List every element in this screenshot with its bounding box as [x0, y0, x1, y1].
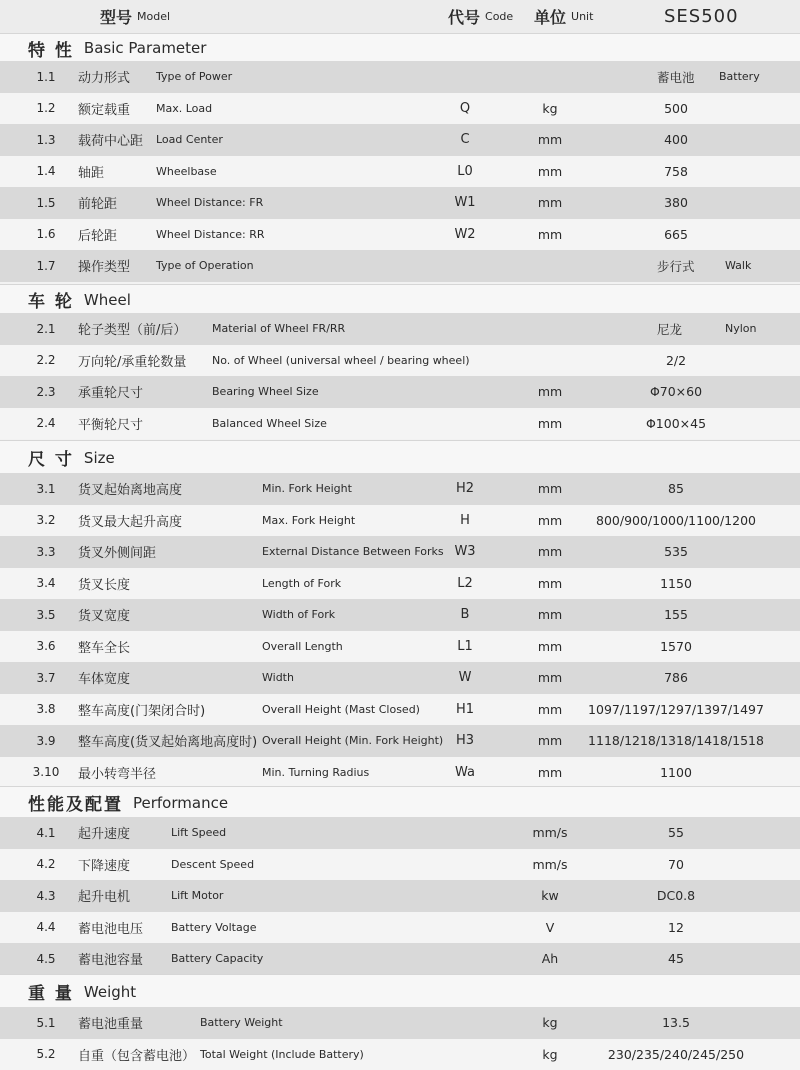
param-unit: mm: [537, 544, 563, 560]
param-name-en: Battery Weight: [200, 1016, 283, 1030]
row-number: 4.3: [36, 888, 56, 903]
param-value: Φ100×45: [645, 415, 707, 431]
param-name-en: Width: [262, 671, 294, 685]
param-value: 500: [664, 100, 688, 116]
spec-row: [0, 124, 800, 156]
row-number: 3.5: [36, 607, 56, 622]
row-number: 3.8: [36, 702, 56, 717]
param-name-en: Wheelbase: [156, 164, 217, 178]
param-value: 85: [668, 481, 684, 497]
spec-row: [0, 536, 800, 568]
param-name-zh: 起升电机: [78, 890, 131, 906]
param-value-en: Walk: [725, 259, 752, 273]
spec-row: [0, 1039, 800, 1070]
param-value: 2/2: [665, 352, 687, 368]
param-value: 13.5: [662, 1015, 690, 1031]
row-number: 1.4: [36, 164, 56, 179]
spec-row: [0, 219, 800, 251]
param-name-zh: 货叉起始离地高度: [78, 483, 183, 499]
param-value-en: Nylon: [725, 322, 757, 336]
param-value: 1118/1218/1318/1418/1518: [588, 733, 764, 749]
section-title: [28, 787, 228, 818]
param-value: 155: [664, 607, 688, 623]
param-code: Q: [459, 100, 471, 116]
param-name-en: Balanced Wheel Size: [212, 416, 327, 430]
row-number: 3.1: [36, 481, 56, 496]
param-name-zh: 额定载重: [78, 102, 131, 118]
param-value: 400: [664, 132, 688, 148]
section-title: [28, 441, 115, 474]
spec-row: [0, 757, 800, 789]
param-unit: mm: [537, 733, 563, 749]
section-header: [0, 440, 800, 474]
param-code: W2: [454, 226, 476, 242]
spec-row: [0, 473, 800, 505]
spec-row: [0, 61, 800, 93]
spec-row: [0, 313, 800, 345]
param-name-en: Width of Fork: [262, 608, 336, 622]
param-code: W: [458, 670, 472, 686]
section-title: [28, 285, 131, 314]
section-title-en: Performance: [133, 793, 229, 812]
param-name-zh: 轴距: [78, 165, 105, 181]
row-number: 1.3: [36, 132, 56, 147]
param-code: H: [460, 512, 470, 528]
param-name-en: Lift Motor: [171, 889, 224, 903]
row-number: 3.6: [36, 639, 56, 654]
param-unit: mm/s: [532, 856, 568, 872]
spec-row: [0, 505, 800, 537]
param-name-zh: 蓄电池容量: [78, 953, 144, 969]
param-name-en: Wheel Distance: RR: [156, 227, 265, 241]
param-name-en: Overall Height (Mast Closed): [262, 702, 420, 716]
spec-row: [0, 694, 800, 726]
param-value: 535: [664, 544, 688, 560]
row-number: 3.2: [36, 513, 56, 528]
spec-row: [0, 725, 800, 757]
param-code: H1: [455, 701, 475, 717]
param-name-zh: 承重轮尺寸: [78, 386, 144, 402]
section-title-zh: 车 轮: [28, 292, 74, 312]
row-number: 3.7: [36, 670, 56, 685]
spec-row: [0, 849, 800, 881]
param-name-zh: 整车高度(货叉起始离地高度时): [78, 735, 258, 751]
param-value: DC0.8: [656, 888, 696, 904]
param-name-zh: 车体宽度: [78, 672, 131, 688]
row-number: 3.3: [36, 544, 56, 559]
spec-row: [0, 408, 800, 440]
row-number: 2.2: [36, 353, 56, 368]
row-number: 1.6: [36, 227, 56, 242]
section-header: [0, 786, 800, 818]
param-value: 665: [664, 226, 688, 242]
param-name-zh: 整车全长: [78, 640, 131, 656]
row-number: 3.10: [32, 765, 60, 780]
row-number: 1.7: [36, 258, 56, 273]
param-name-en: Max. Fork Height: [262, 513, 356, 527]
section-title-zh: 特 性: [28, 40, 74, 61]
row-number: 4.1: [36, 825, 56, 840]
section-title: [28, 34, 206, 62]
model-header: 型号 Model: [100, 8, 171, 27]
param-name-en: Overall Height (Min. Fork Height): [262, 734, 444, 748]
param-name-zh: 载荷中心距: [78, 134, 144, 150]
param-name-zh: 最小转弯半径: [78, 766, 157, 782]
param-value: 800/900/1000/1100/1200: [596, 512, 756, 528]
param-name-en: External Distance Between Forks: [262, 545, 444, 559]
param-unit: mm: [537, 607, 563, 623]
param-value: 786: [664, 670, 688, 686]
section-title-zh: 性能及配置: [28, 795, 123, 815]
param-name-zh: 动力形式: [78, 71, 131, 87]
param-unit: mm: [537, 481, 563, 497]
row-number: 5.2: [36, 1047, 56, 1062]
param-name-zh: 轮子类型（前/后）: [78, 323, 187, 339]
spec-row: [0, 345, 800, 377]
section-title-en: Wheel: [83, 290, 131, 309]
param-code: L2: [457, 575, 473, 591]
param-unit: mm: [537, 195, 563, 211]
spec-row: [0, 1007, 800, 1039]
param-value-zh: 蓄电池: [657, 69, 695, 85]
param-name-zh: 货叉最大起升高度: [78, 514, 183, 530]
param-name-zh: 起升速度: [78, 827, 131, 843]
param-name-en: Wheel Distance: FR: [156, 196, 264, 210]
param-name-en: No. of Wheel (universal wheel / bearing wheel): [212, 353, 470, 367]
section-header: [0, 284, 800, 314]
row-number: 2.3: [36, 384, 56, 399]
param-value: 55: [668, 825, 684, 841]
param-name-zh: 后轮距: [78, 228, 118, 244]
param-value: 230/235/240/245/250: [607, 1046, 745, 1062]
param-name-en: Type of Operation: [156, 259, 254, 273]
param-unit: mm: [537, 512, 563, 528]
param-value-zh: 尼龙: [657, 321, 683, 337]
spec-row: [0, 376, 800, 408]
param-code: B: [460, 607, 470, 623]
param-name-en: Total Weight (Include Battery): [200, 1047, 364, 1061]
param-unit: mm: [537, 163, 563, 179]
param-name-zh: 蓄电池重量: [78, 1017, 144, 1033]
section-title-en: Size: [83, 448, 115, 467]
spec-row: [0, 662, 800, 694]
param-value: Φ70×60: [649, 384, 703, 400]
section-header: [0, 974, 800, 1008]
param-code: L0: [457, 163, 473, 179]
unit-header: 单位 Unit: [534, 8, 594, 27]
spec-row: [0, 631, 800, 663]
param-name-zh: 万向轮/承重轮数量: [78, 354, 187, 370]
param-name-zh: 前轮距: [78, 197, 118, 213]
param-unit: kg: [542, 1046, 558, 1062]
product-model: SES500: [664, 6, 739, 27]
param-unit: mm: [537, 415, 563, 431]
param-unit: mm/s: [532, 825, 568, 841]
param-name-zh: 自重（包含蓄电池）: [78, 1048, 196, 1064]
spec-row: [0, 93, 800, 125]
param-name-en: Bearing Wheel Size: [212, 385, 319, 399]
param-name-zh: 货叉宽度: [78, 609, 131, 625]
param-unit: mm: [537, 575, 563, 591]
param-name-zh: 整车高度(门架闭合时): [78, 703, 206, 719]
param-value: 1097/1197/1297/1397/1497: [588, 701, 764, 717]
section-title-zh: 尺 寸: [28, 450, 74, 470]
row-number: 2.1: [36, 321, 56, 336]
param-code: H3: [455, 733, 475, 749]
param-value: 1570: [660, 638, 692, 654]
param-name-zh: 蓄电池电压: [78, 921, 144, 937]
section-title-zh: 重 量: [28, 984, 74, 1004]
section-title: [28, 975, 136, 1008]
param-name-en: Min. Fork Height: [262, 482, 352, 496]
param-code: L1: [457, 638, 473, 654]
param-value: 1100: [660, 764, 692, 780]
section-title-en: Weight: [83, 982, 137, 1001]
param-unit: mm: [537, 384, 563, 400]
param-name-en: Battery Capacity: [171, 952, 264, 966]
param-name-en: Overall Length: [262, 639, 343, 653]
param-name-en: Descent Speed: [171, 857, 255, 871]
param-value: 70: [668, 856, 684, 872]
param-unit: mm: [537, 670, 563, 686]
param-unit: kw: [541, 888, 559, 904]
param-unit: mm: [537, 638, 563, 654]
param-unit: Ah: [541, 951, 559, 967]
param-name-zh: 操作类型: [78, 260, 131, 276]
param-unit: mm: [537, 226, 563, 242]
param-name-zh: 货叉长度: [78, 577, 131, 593]
row-number: 1.2: [36, 101, 56, 116]
param-name-zh: 平衡轮尺寸: [78, 417, 144, 433]
row-number: 5.1: [36, 1015, 56, 1030]
param-name-en: Battery Voltage: [171, 920, 257, 934]
param-unit: V: [545, 919, 555, 935]
param-value-en: Battery: [719, 70, 760, 84]
row-number: 3.4: [36, 576, 56, 591]
param-value: 1150: [660, 575, 692, 591]
spec-row: [0, 817, 800, 849]
spec-row: [0, 599, 800, 631]
param-unit: mm: [537, 132, 563, 148]
param-unit: mm: [537, 701, 563, 717]
param-value: 12: [668, 919, 684, 935]
param-code: W1: [454, 195, 476, 211]
param-unit: kg: [542, 100, 558, 116]
param-code: W3: [454, 544, 476, 560]
code-header: 代号 Code: [448, 8, 514, 27]
spec-row: [0, 156, 800, 188]
spec-row: [0, 912, 800, 944]
row-number: 2.4: [36, 416, 56, 431]
row-number: 4.2: [36, 857, 56, 872]
section-header: [0, 33, 800, 62]
param-name-en: Length of Fork: [262, 576, 342, 590]
param-name-en: Load Center: [156, 133, 223, 147]
row-number: 3.9: [36, 733, 56, 748]
row-number: 1.5: [36, 195, 56, 210]
param-name-en: Type of Power: [156, 70, 233, 84]
param-value: 758: [664, 163, 688, 179]
param-value: 380: [664, 195, 688, 211]
spec-row: [0, 568, 800, 600]
spec-row: [0, 187, 800, 219]
spec-row: [0, 943, 800, 975]
param-name-zh: 货叉外侧间距: [78, 546, 157, 562]
param-value: 45: [668, 951, 684, 967]
row-number: 4.4: [36, 920, 56, 935]
param-code: Wa: [455, 764, 475, 780]
param-name-en: Min. Turning Radius: [262, 765, 370, 779]
param-unit: mm: [537, 764, 563, 780]
spec-row: [0, 250, 800, 282]
row-number: 4.5: [36, 951, 56, 966]
header-row: [0, 0, 800, 33]
spec-row: [0, 880, 800, 912]
param-name-en: Lift Speed: [171, 826, 227, 840]
param-unit: kg: [542, 1015, 558, 1031]
row-number: 1.1: [36, 69, 56, 84]
section-title-en: Basic Parameter: [83, 39, 207, 57]
param-code: C: [460, 132, 470, 148]
param-code: H2: [455, 481, 475, 497]
param-name-en: Material of Wheel FR/RR: [212, 322, 346, 336]
param-name-zh: 下降速度: [78, 858, 131, 874]
param-name-en: Max. Load: [156, 101, 213, 115]
param-value-zh: 步行式: [657, 258, 695, 274]
